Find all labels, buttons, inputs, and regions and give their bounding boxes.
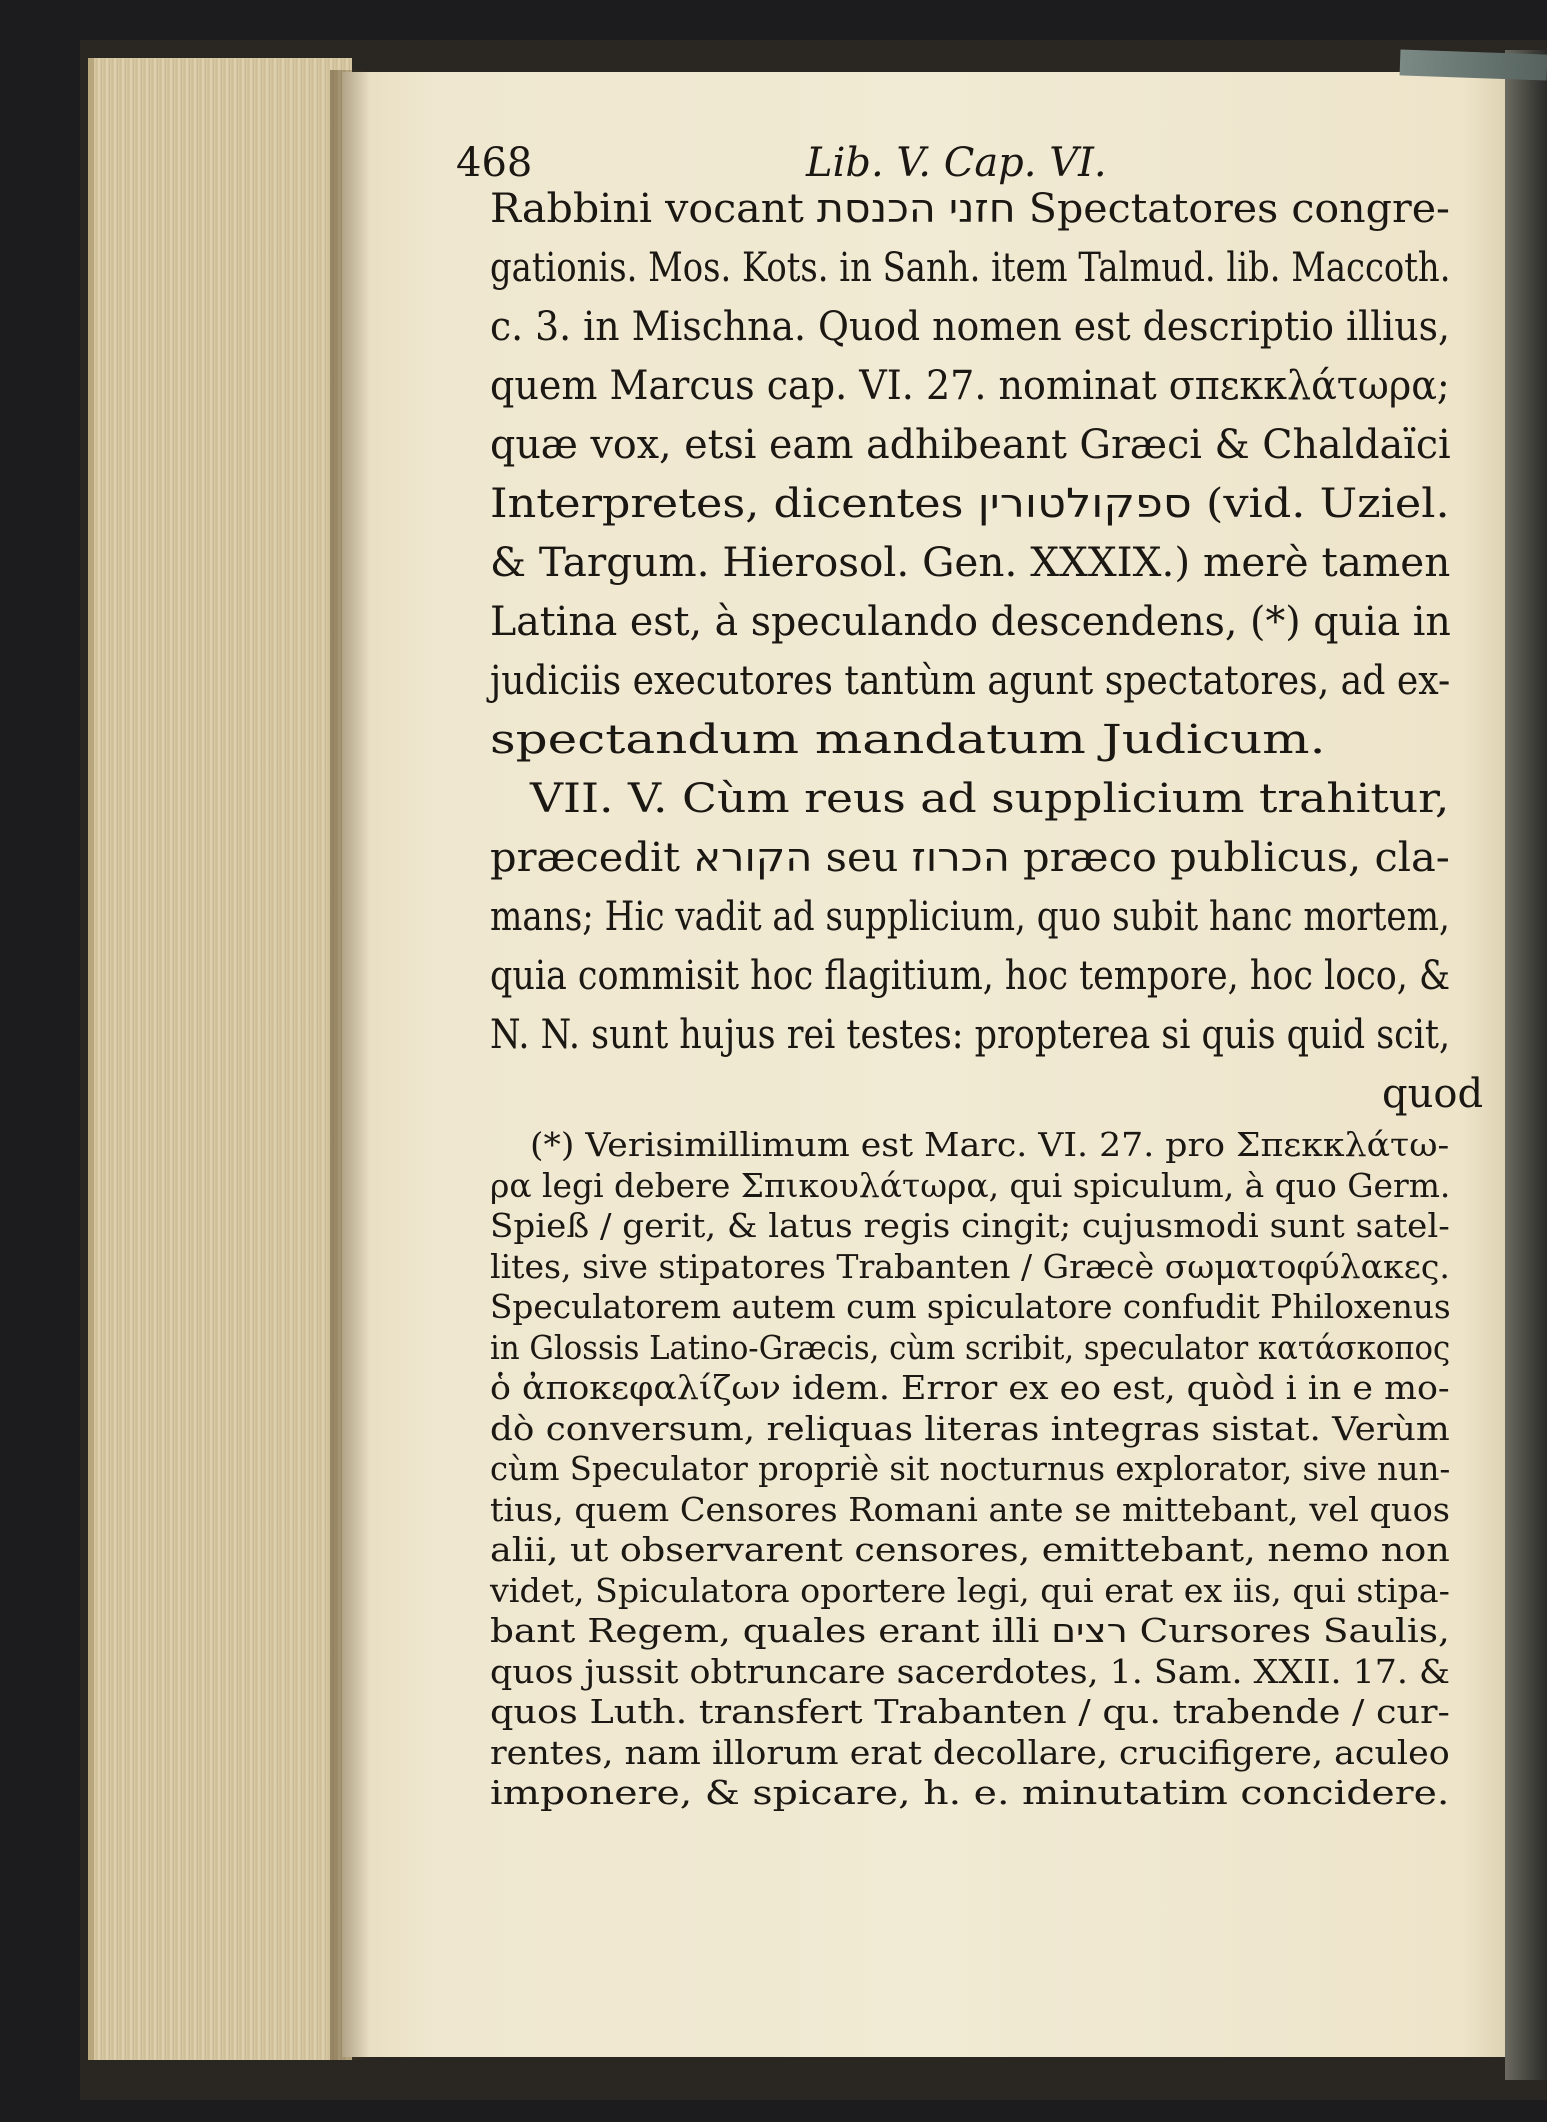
text-run: videt, Spiculatora oportere legi, qui erat ex iis, qui stipa-	[490, 1570, 1450, 1610]
text-run: quos Luth. transfert Trabanten / qu. trabende / cur-	[490, 1692, 1450, 1731]
text-run: alii, ut observarent censores, emittebant, nemo non	[490, 1530, 1450, 1569]
spine-shadow	[330, 70, 370, 2060]
text-run: Speculatorem autem cum spiculatore confudit Philoxenus	[490, 1287, 1451, 1326]
footnote-line	[490, 1652, 1450, 1691]
footnote-line	[490, 1328, 1450, 1367]
text-line	[530, 776, 1449, 822]
text-run: Cursores Saulis,	[1127, 1611, 1450, 1650]
text-run: lites, sive stipatores Trabanten / Græcè σωματοφύλακες.	[490, 1246, 1450, 1286]
text-line	[490, 422, 1451, 468]
text-line	[490, 186, 1450, 232]
text-run: Rabbini vocant	[490, 186, 817, 232]
footnote-line	[490, 1571, 1450, 1610]
text-run: c. 3. in Mischna. Quod nomen est descriptio illius,	[490, 304, 1450, 350]
text-run: (vid. Uziel.	[1191, 481, 1450, 527]
text-line	[490, 304, 1450, 350]
footnote-line	[490, 1409, 1450, 1448]
text-line	[490, 658, 1450, 704]
bookmark-ribbon	[1400, 49, 1547, 80]
text-line	[1382, 1071, 1483, 1117]
page-edges	[88, 58, 352, 2060]
text-run: quos jussit obtruncare sacerdotes, 1. Sam. XXII. 17. &	[490, 1651, 1451, 1691]
text-run: præco publicus, cla-	[1009, 835, 1450, 881]
text-run: tius, quem Censores Romani ante se mittebant, vel quos	[490, 1489, 1451, 1529]
text-line	[490, 481, 1450, 527]
text-run: rentes, nam illorum erat decollare, crucifigere, aculeo	[490, 1732, 1450, 1772]
running-head: Lib. V. Cap. VI.	[806, 140, 1107, 186]
text-run: dò conversum, reliquas literas integras sistat. Verùm	[490, 1408, 1450, 1448]
text-run: imponere, & spicare, h. e. minutatim concidere.	[490, 1773, 1450, 1812]
page-number: 468	[456, 140, 533, 186]
text-run: quia commisit hoc flagitium, hoc tempore, hoc loco, &	[490, 953, 1451, 999]
hebrew-word: חזני הכנסת	[816, 186, 1016, 232]
footnote-line	[490, 1773, 1449, 1812]
text-run: ὁ ἀποκεφαλίζων idem. Error ex eo est, quòd i in e mo-	[490, 1368, 1450, 1407]
text-run: ρα legi debere Σπικουλάτωρα, qui spiculum, à quo Germ.	[490, 1165, 1451, 1205]
footnote-line	[490, 1692, 1450, 1731]
text-run: Spectatores congre-	[1015, 186, 1450, 232]
text-run: seu	[812, 835, 912, 881]
text-run: VII. V. Cùm reus ad supplicium trahitur,	[530, 776, 1450, 822]
text-run: gationis. Mos. Kots. in Sanh. item Talmud. lib. Maccoth.	[490, 245, 1451, 291]
text-line	[490, 540, 1450, 586]
text-run: quem Marcus cap. VI. 27. nominat σπεκκλάτωρα;	[490, 363, 1450, 409]
text-line	[490, 894, 1450, 940]
text-run: & Targum. Hierosol. Gen. XXXIX.) merè tamen	[490, 540, 1451, 586]
text-line	[490, 363, 1450, 409]
text-line	[490, 245, 1450, 291]
hebrew-word: רצים	[1051, 1611, 1128, 1650]
footnote-line	[490, 1247, 1450, 1286]
text-run: in Glossis Latino-Græcis, cùm scribit, speculator κατάσκοπος	[490, 1327, 1451, 1367]
footnote-line	[490, 1449, 1450, 1488]
footnote-line	[490, 1206, 1450, 1245]
text-run: Latina est, à speculando descendens, (*) quia in	[490, 599, 1451, 645]
text-run: (*) Verisimillimum est Marc. VI. 27. pro Σπεκκλάτω-	[530, 1125, 1450, 1164]
text-run: quæ vox, etsi eam adhibeant Græci & Chaldaïci	[490, 422, 1451, 468]
text-line	[490, 717, 1325, 763]
text-run: N. N. sunt hujus rei testes: propterea si quis quid scit,	[490, 1012, 1451, 1058]
text-run: præcedit	[490, 835, 694, 881]
hebrew-word: הקורא	[693, 835, 813, 881]
facing-page-edge	[1505, 50, 1547, 2080]
footnote-line	[490, 1530, 1450, 1569]
text-line	[490, 599, 1451, 645]
text-run: judiciis executores tantùm agunt spectatores, ad ex-	[490, 658, 1451, 704]
text-run: quod	[1382, 1071, 1484, 1117]
footnote-line	[490, 1611, 1450, 1650]
text-line	[490, 1012, 1450, 1058]
footnote-line	[490, 1368, 1450, 1407]
footnote-line	[490, 1287, 1451, 1326]
text-run: mans; Hic vadit ad supplicium, quo subit hanc mortem,	[490, 894, 1450, 940]
footnote-line	[490, 1733, 1450, 1772]
hebrew-word: הכרוז	[911, 835, 1010, 881]
text-run: Spieß / gerit, & latus regis cingit; cujusmodi sunt satel-	[490, 1206, 1450, 1245]
footnote-line	[490, 1166, 1450, 1205]
footnote-line	[530, 1125, 1449, 1164]
hebrew-word: ספקולטורין	[977, 481, 1192, 527]
text-line	[490, 953, 1450, 999]
text-run: bant Regem, quales erant illi	[490, 1611, 1052, 1650]
text-line	[490, 835, 1450, 881]
text-run: spectandum mandatum Judicum.	[490, 717, 1326, 763]
footnote-line	[490, 1490, 1450, 1529]
text-run: cùm Speculator propriè sit nocturnus explorator, sive nun-	[490, 1449, 1451, 1488]
text-run: Interpretes, dicentes	[490, 481, 978, 527]
